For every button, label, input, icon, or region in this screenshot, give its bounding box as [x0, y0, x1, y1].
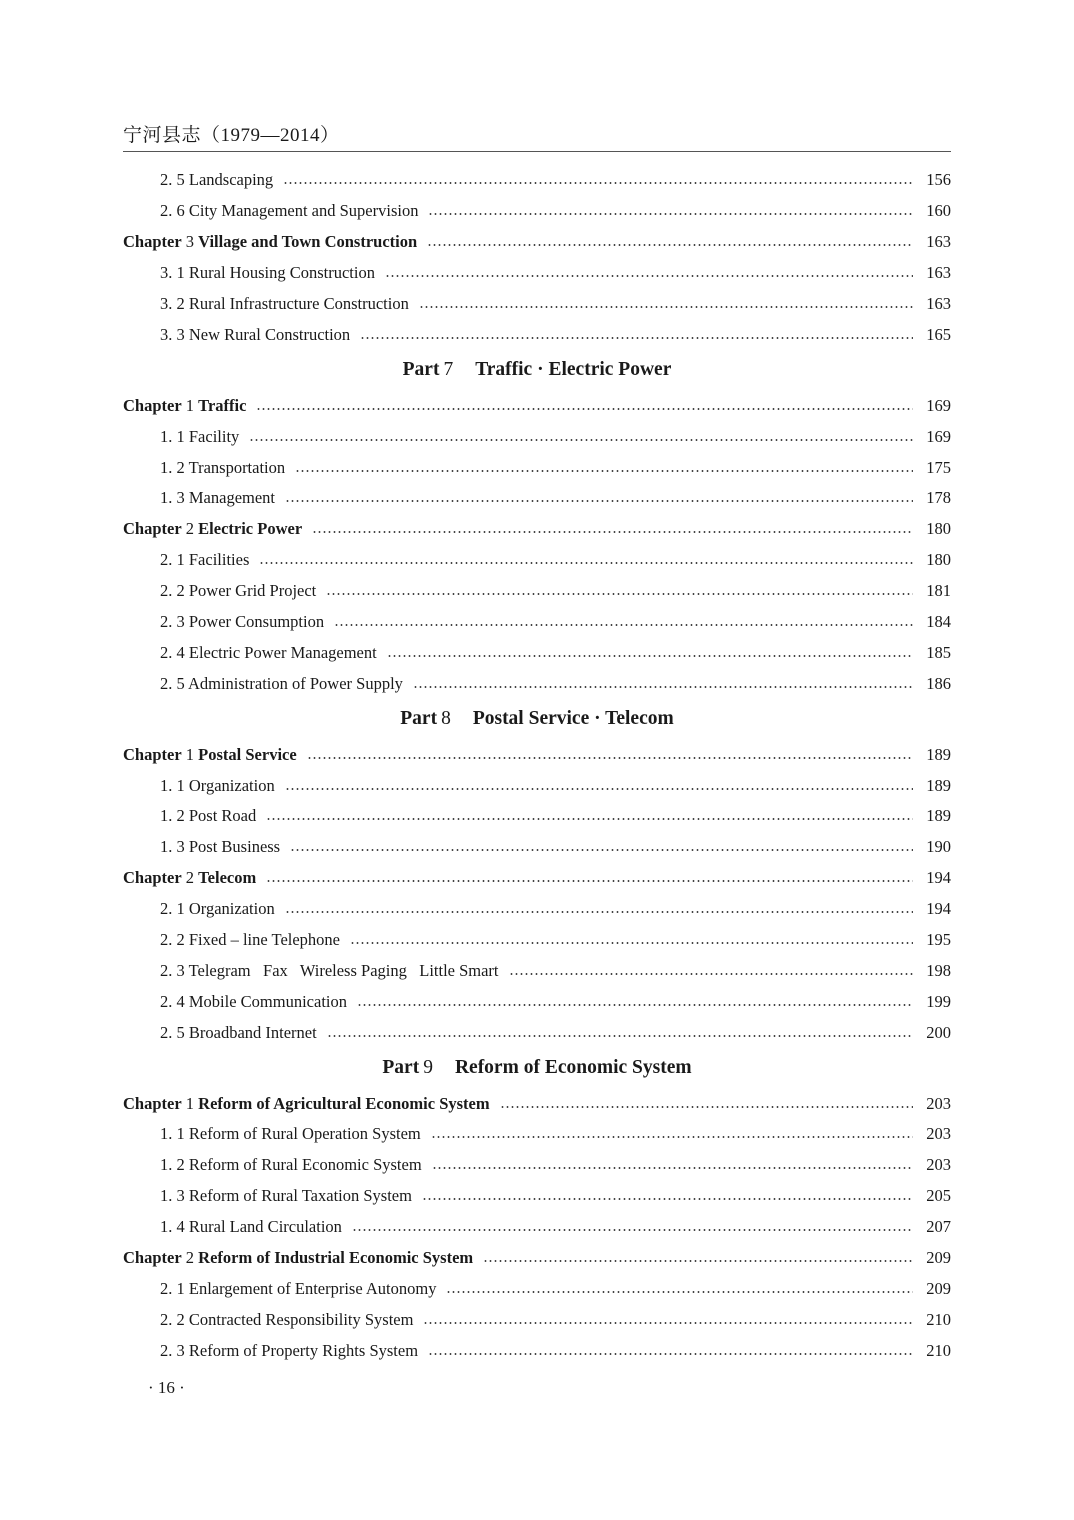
toc-section-entry[interactable] — [123, 258, 951, 289]
toc-entry-label: 2. 6 City Management and Supervision — [160, 201, 419, 221]
toc-chapter-entry[interactable] — [123, 1243, 951, 1274]
toc-entry-label: 2. 1 Enlargement of Enterprise Autonomy — [160, 1278, 437, 1298]
chapter-title: Postal Service — [198, 744, 297, 764]
toc-section-entry[interactable] — [123, 421, 951, 452]
toc-page-number: 156 — [926, 170, 951, 190]
toc-page-number: 160 — [926, 201, 951, 221]
toc-page-number: 165 — [926, 324, 951, 344]
toc-section-entry[interactable] — [123, 1274, 951, 1305]
toc-page-number: 210 — [926, 1309, 951, 1329]
leader-dots — [266, 880, 913, 882]
chapter-prefix: Chapter — [123, 395, 182, 415]
leader-dots — [352, 1229, 913, 1231]
leader-dots — [266, 818, 913, 820]
leader-dots — [413, 686, 913, 688]
toc-page-number: 203 — [926, 1093, 951, 1113]
page-number: · 16 · — [148, 1378, 185, 1397]
toc-entry-label — [123, 868, 256, 888]
toc-page-number: 190 — [926, 837, 951, 857]
part-prefix: Part — [402, 359, 440, 381]
toc-entry-label: 3. 2 Rural Infrastructure Construction — [160, 294, 409, 313]
toc-section-entry[interactable] — [123, 1304, 951, 1335]
toc-section-entry[interactable] — [123, 1181, 951, 1212]
running-header: 宁河县志（1979—2014） — [123, 125, 340, 146]
toc-entry-label: 2. 3 Reform of Property Rights System — [160, 1340, 419, 1360]
toc-section-entry[interactable] — [123, 1212, 951, 1243]
chapter-number: 1 — [185, 395, 195, 415]
toc-entry-label: 1. 2 Transportation — [160, 457, 286, 477]
toc-section-entry[interactable] — [123, 545, 951, 576]
toc-entry-label: 2. 2 Contracted Responsibility System — [160, 1309, 414, 1329]
toc-page-number: 203 — [926, 1124, 951, 1144]
leader-dots — [285, 500, 913, 502]
toc-section-entry[interactable] — [123, 289, 951, 320]
toc-page-number: 180 — [926, 550, 951, 570]
toc-entry-label: 2. 3 Telegram Fax Wireless Paging Little Smart — [160, 960, 499, 980]
chapter-prefix: Chapter — [123, 519, 182, 539]
leader-dots — [446, 1291, 913, 1293]
toc-page-number: 198 — [926, 960, 951, 980]
toc-section-entry[interactable] — [123, 1119, 951, 1150]
toc-section-entry[interactable] — [123, 801, 951, 832]
toc-section-entry[interactable] — [123, 576, 951, 607]
toc-entry-label: 2. 3 Power Consumption — [160, 612, 325, 632]
toc-entry-label — [123, 396, 246, 416]
toc-page-number: 189 — [926, 806, 951, 826]
toc-page-number: 175 — [926, 457, 951, 477]
toc-page-number: 186 — [926, 673, 951, 693]
toc-entry-label: 3. 3 New Rural Construction — [160, 324, 351, 344]
toc-page-number: 195 — [926, 930, 951, 950]
part-number: 7 — [443, 359, 454, 381]
toc-section-entry[interactable] — [123, 607, 951, 638]
toc-page-number: 189 — [926, 775, 951, 795]
toc-entry-label: 2. 5 Broadband Internet — [160, 1022, 317, 1042]
toc-entry-label: 2. 2 Power Grid Project — [160, 581, 317, 601]
leader-dots — [385, 275, 913, 277]
part-title: Postal Service · Telecom — [472, 708, 674, 730]
toc-section-entry[interactable] — [123, 1150, 951, 1181]
part-number: 8 — [441, 708, 451, 730]
chapter-prefix: Chapter — [123, 1248, 182, 1268]
toc-page-number: 209 — [926, 1248, 951, 1268]
toc-entry-label — [123, 232, 417, 252]
leader-dots — [483, 1260, 913, 1262]
toc-chapter-entry[interactable] — [123, 514, 951, 545]
toc-entry-label: 1. 4 Rural Land Circulation — [160, 1217, 342, 1237]
leader-dots — [295, 470, 913, 472]
part-title: Reform of Economic System — [454, 1057, 692, 1079]
toc-entry-label: 1. 3 Reform of Rural Taxation System — [160, 1186, 412, 1206]
header-rule — [123, 151, 951, 152]
toc-entry-label: 1. 2 Post Road — [160, 806, 257, 826]
chapter-title: Electric Power — [198, 519, 303, 539]
leader-dots — [419, 306, 913, 308]
toc-section-entry[interactable] — [123, 452, 951, 483]
chapter-prefix: Chapter — [123, 868, 182, 888]
leader-dots — [290, 849, 913, 851]
toc-section-entry[interactable] — [123, 955, 951, 986]
toc-page-number: 194 — [926, 899, 951, 919]
toc-section-entry[interactable] — [123, 483, 951, 514]
leader-dots — [327, 1035, 913, 1037]
leader-dots — [428, 1353, 913, 1355]
chapter-prefix: Chapter — [123, 1093, 182, 1113]
toc-section-entry[interactable] — [123, 986, 951, 1017]
part-heading — [123, 350, 951, 390]
toc-page-number: 199 — [926, 991, 951, 1011]
toc-page-number: 200 — [926, 1022, 951, 1042]
toc-page-number: 207 — [926, 1217, 951, 1237]
leader-dots — [422, 1198, 913, 1200]
toc-page-number: 205 — [926, 1186, 951, 1206]
toc-entry-label: 1. 1 Organization — [160, 775, 275, 795]
chapter-number: 2 — [185, 1248, 195, 1268]
toc-entry-label: 2. 5 Landscaping — [160, 170, 274, 190]
leader-dots — [423, 1322, 913, 1324]
toc-page-number: 178 — [926, 488, 951, 508]
toc-page-number: 181 — [926, 581, 951, 601]
part-prefix: Part — [400, 708, 438, 730]
part-heading — [123, 1048, 951, 1088]
leader-dots — [259, 562, 913, 564]
toc-chapter-entry[interactable] — [123, 390, 951, 421]
leader-dots — [500, 1106, 913, 1108]
toc-entry-label: 1. 3 Management — [160, 488, 276, 508]
leader-dots — [312, 531, 913, 533]
chapter-prefix: Chapter — [123, 232, 182, 252]
leader-dots — [427, 244, 913, 246]
toc-page-number: 169 — [926, 426, 951, 446]
toc-page-number: 184 — [926, 612, 951, 632]
leader-dots — [350, 942, 913, 944]
chapter-number: 1 — [185, 744, 195, 764]
toc-entry-label — [123, 1094, 490, 1114]
chapter-number: 3 — [185, 232, 195, 252]
leader-dots — [334, 624, 913, 626]
toc-section-entry[interactable] — [123, 832, 951, 863]
toc-page-number: 163 — [926, 263, 951, 283]
chapter-title: Reform of Industrial Economic System — [198, 1248, 474, 1268]
toc-section-entry[interactable] — [123, 319, 951, 350]
toc-page-number: 163 — [926, 294, 951, 313]
toc-section-entry[interactable] — [123, 668, 951, 699]
toc-page-number: 180 — [926, 519, 951, 539]
toc-entry-label: 1. 2 Reform of Rural Economic System — [160, 1155, 422, 1175]
toc-section-entry[interactable] — [123, 196, 951, 227]
toc-chapter-entry[interactable] — [123, 739, 951, 770]
toc-section-entry[interactable] — [123, 1335, 951, 1366]
table-of-contents — [123, 165, 951, 1366]
leader-dots — [431, 1136, 913, 1138]
leader-dots — [387, 655, 913, 657]
toc-entry-label: 1. 1 Facility — [160, 426, 240, 446]
toc-entry-label: 3. 1 Rural Housing Construction — [160, 263, 375, 283]
chapter-number: 2 — [185, 519, 195, 539]
leader-dots — [256, 408, 913, 410]
toc-entry-label — [123, 1248, 473, 1268]
leader-dots — [285, 788, 913, 790]
leader-dots — [357, 1004, 913, 1006]
toc-section-entry[interactable] — [123, 637, 951, 668]
chapter-title: Reform of Agricultural Economic System — [198, 1093, 490, 1113]
leader-dots — [360, 337, 913, 339]
toc-chapter-entry[interactable] — [123, 863, 951, 894]
chapter-prefix: Chapter — [123, 744, 182, 764]
toc-entry-label: 2. 1 Facilities — [160, 550, 250, 570]
toc-chapter-entry[interactable] — [123, 227, 951, 258]
toc-page-number: 210 — [926, 1340, 951, 1360]
toc-page-number: 169 — [926, 395, 951, 415]
toc-entry-label: 1. 1 Reform of Rural Operation System — [160, 1124, 421, 1144]
toc-page-number: 194 — [926, 868, 951, 888]
toc-section-entry[interactable] — [123, 1017, 951, 1048]
leader-dots — [432, 1167, 913, 1169]
chapter-title: Telecom — [198, 868, 257, 888]
leader-dots — [249, 439, 913, 441]
toc-page-number: 189 — [926, 744, 951, 764]
toc-page-number: 185 — [926, 642, 951, 662]
chapter-number: 2 — [185, 868, 195, 888]
toc-entry-label: 1. 3 Post Business — [160, 837, 281, 857]
part-heading — [123, 699, 951, 739]
leader-dots — [283, 182, 913, 184]
toc-entry-label: 2. 5 Administration of Power Supply — [160, 673, 403, 693]
toc-entry-label — [123, 745, 297, 765]
part-prefix: Part — [382, 1057, 420, 1079]
toc-entry-label: 2. 4 Electric Power Management — [160, 642, 377, 662]
toc-page-number: 209 — [926, 1278, 951, 1298]
toc-entry-label — [123, 519, 302, 539]
leader-dots — [428, 213, 913, 215]
toc-section-entry[interactable] — [123, 925, 951, 956]
toc-entry-label: 2. 1 Organization — [160, 899, 275, 919]
leader-dots — [307, 757, 913, 759]
toc-section-entry[interactable] — [123, 770, 951, 801]
leader-dots — [285, 911, 913, 913]
leader-dots — [326, 593, 913, 595]
toc-section-entry[interactable] — [123, 894, 951, 925]
leader-dots — [509, 973, 913, 975]
toc-page-number: 163 — [926, 232, 951, 252]
part-number: 9 — [423, 1057, 433, 1079]
toc-page-number: 203 — [926, 1155, 951, 1175]
toc-entry-label: 2. 2 Fixed – line Telephone — [160, 930, 341, 950]
toc-section-entry[interactable] — [123, 165, 951, 196]
chapter-title: Village and Town Construction — [198, 232, 418, 252]
toc-entry-label: 2. 4 Mobile Communication — [160, 991, 347, 1011]
chapter-number: 1 — [185, 1093, 195, 1113]
toc-chapter-entry[interactable] — [123, 1088, 951, 1119]
chapter-title: Traffic — [198, 395, 247, 415]
part-title: Traffic · Electric Power — [475, 359, 672, 381]
